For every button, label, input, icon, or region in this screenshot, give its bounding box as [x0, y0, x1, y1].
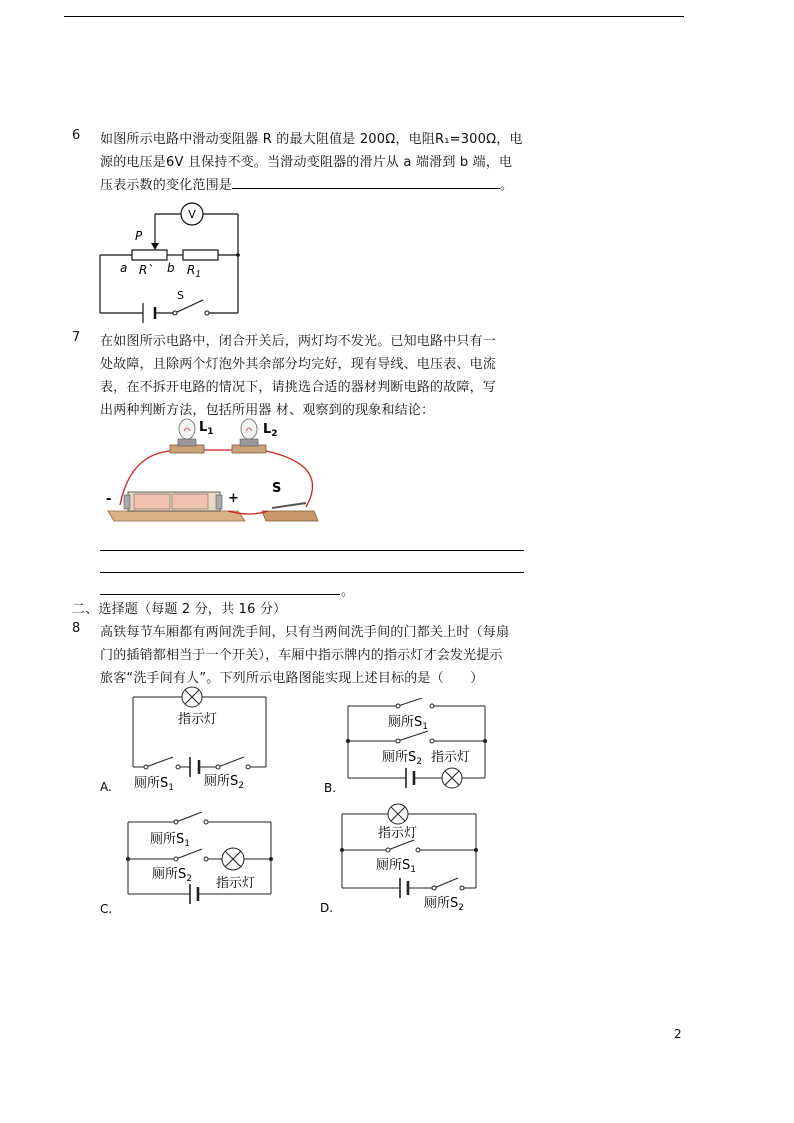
q7-line-2: 处故障，且除两个灯泡外其余部分均完好，现有导线、电压表、电流 — [100, 357, 497, 372]
q6-line-2: 源的电压是6V 且保持不变。当滑动变阻器的滑片从 a 端滑到 b 端，电 — [100, 155, 513, 170]
q7-answer-line-3[interactable] — [100, 594, 340, 595]
q6-line-3-text: 压表示数的变化范围是 — [100, 178, 233, 193]
q8-b-s1-label: 厕所$S_1$ — [388, 715, 428, 732]
q8-c-s2-label: 厕所$S_2$ — [152, 867, 192, 884]
q7-answer-line-2[interactable] — [100, 572, 524, 573]
q8-c-s1-label: 厕所$S_1$ — [150, 832, 190, 849]
q8-d-lamp-label: 指示灯 — [378, 826, 418, 841]
q8-option-b-label[interactable]: B. — [324, 781, 337, 795]
q7-answer-line-1[interactable] — [100, 550, 524, 551]
q7-number: 7 — [72, 330, 81, 345]
q8-option-d-circuit[interactable] — [318, 800, 483, 915]
q7-line-1: 在如图所示电路中，闭合开关后，两灯均不发光。已知电路中只有一 — [100, 334, 497, 349]
q6-end-a-label: a — [120, 261, 128, 275]
q6-switch-label: S — [177, 289, 184, 302]
q8-option-c-label[interactable]: C. — [100, 902, 113, 916]
q8-option-d-label[interactable]: D. — [320, 901, 334, 915]
q8-b-s2-label: 厕所$S_2$ — [382, 750, 422, 767]
q8-option-b-circuit[interactable] — [322, 698, 492, 798]
q7-positive-label: + — [228, 491, 239, 506]
q6-r1-label: $R_1$ — [187, 263, 202, 280]
q6-circuit-diagram — [95, 200, 255, 325]
q8-d-s1-label: 厕所$S_1$ — [376, 858, 416, 875]
q7-answer-end: 。 — [341, 584, 355, 599]
q8-line-2: 门的插销都相当于一个开关），车厢中指示牌内的指示灯才会发光提示 — [100, 648, 503, 663]
q8-a-s1-label: 厕所$S_1$ — [134, 776, 174, 793]
q8-option-a-label[interactable]: A. — [100, 780, 112, 794]
q6-answer-blank[interactable] — [232, 176, 500, 189]
q6-line-3-end: 。 — [500, 178, 514, 193]
q7-line-4: 出两种判断方法，包括所用器 材、观察到的现象和结论： — [100, 403, 435, 418]
q7-circuit-photo — [100, 415, 330, 530]
q6-slider-label: P — [135, 229, 143, 243]
q8-option-c-circuit[interactable] — [98, 812, 278, 918]
q8-number: 8 — [72, 621, 81, 636]
q7-switch-label: S — [272, 481, 282, 496]
q8-d-s2-label: 厕所$S_2$ — [424, 896, 464, 913]
q8-line-1: 高铁每节车厢都有两间洗手间，只有当两间洗手间的门都关上时（每扇 — [100, 625, 510, 640]
q6-line-3 — [100, 174, 513, 193]
q8-a-lamp-label: 指示灯 — [178, 712, 218, 727]
q8-c-lamp-label: 指示灯 — [216, 876, 256, 891]
q6-end-b-label: b — [167, 261, 175, 275]
q7-lamp1-label: $L_1$ — [199, 420, 214, 437]
header-rule — [64, 16, 684, 17]
q6-rheostat-label: R` — [139, 263, 154, 277]
q8-option-a-circuit[interactable] — [98, 685, 273, 795]
q6-voltmeter-label: V — [188, 208, 196, 221]
q7-negative-label: - — [106, 492, 112, 507]
q8-b-lamp-label: 指示灯 — [431, 750, 471, 765]
q6-line-1: 如图所示电路中滑动变阻器 R 的最大阻值是 200Ω，电阻R₁=300Ω，电 — [100, 132, 523, 147]
section-2-title: 二、选择题（每题 2 分，共 16 分） — [72, 602, 287, 617]
q6-number: 6 — [72, 128, 81, 143]
q7-lamp2-label: $L_2$ — [263, 422, 278, 439]
q7-line-3: 表，在不拆开电路的情况下，请挑选合适的器材判断电路的故障，写 — [100, 380, 497, 395]
page-number: 2 — [674, 1027, 682, 1041]
q8-a-s2-label: 厕所$S_2$ — [204, 774, 244, 791]
q8-line-3: 旅客“洗手间有人”。下列所示电路图能实现上述目标的是（ ） — [100, 671, 484, 686]
